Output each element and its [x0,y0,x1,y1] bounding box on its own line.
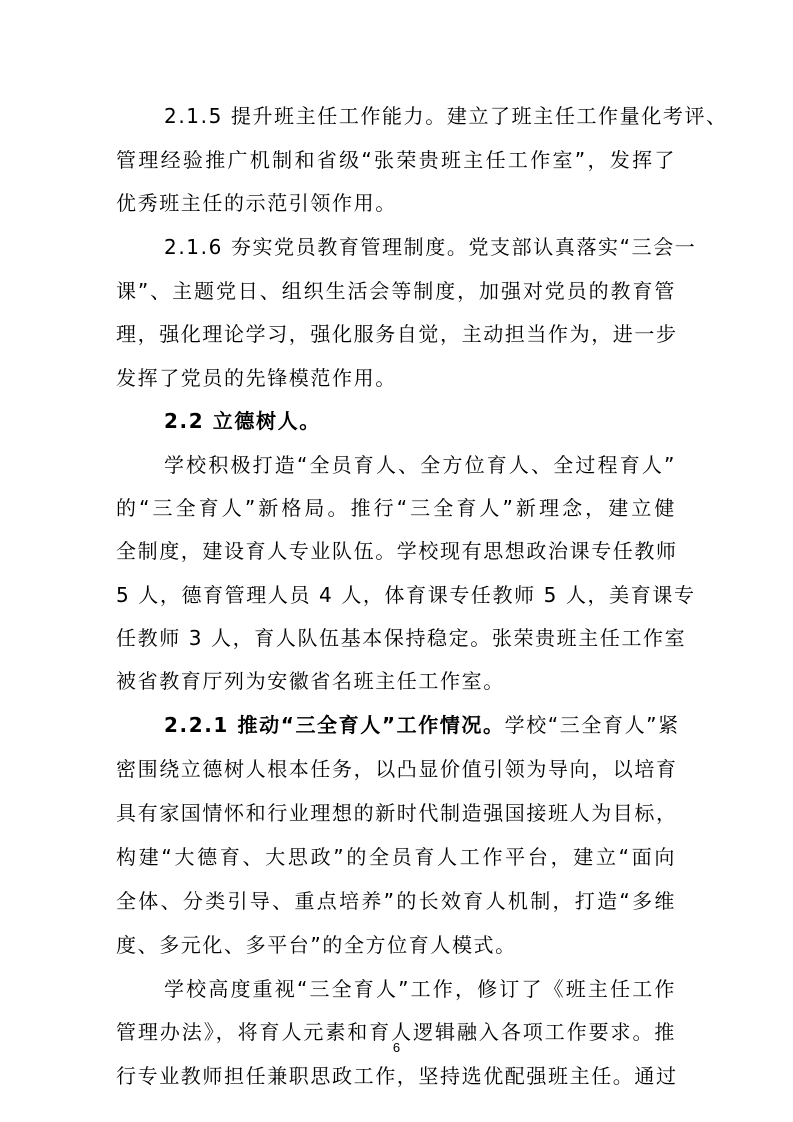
paragraph-2-2-line-2: 的“三全育人”新格局。推行“三全育人”新理念，建立健 [116,496,676,520]
paragraph-last-line-3: 行专业教师担任兼职思政工作，坚持选优配强班主任。通过 [116,1064,678,1088]
paragraph-2-2-line-6: 被省教育厅列为安徽省名班主任工作室。 [116,669,505,693]
paragraph-2-2-1-line-2: 密围绕立德树人根本任务，以凸显价值引领为导向，以培育 [116,757,678,781]
paragraph-2-2-line-5: 任教师 3 人，育人队伍基本保持稳定。张荣贵班主任工作室 [116,626,687,650]
paragraph-2-2-1-line-3: 具有家国情怀和行业理想的新时代制造强国接班人为目标， [116,801,678,825]
paragraph-2-1-5-line-3: 优秀班主任的示范引领作用。 [116,191,397,215]
paragraph-2-2-line-4: 5 人，德育管理人员 4 人，体育课专任教师 5 人，美育课专 [116,583,696,607]
paragraph-2-2-1-line-1 [164,713,680,737]
paragraph-last-line-1: 学校高度重视“三全育人”工作，修订了《班主任工作 [164,977,676,1001]
paragraph-2-2-line-1: 学校积极打造“全员育人、全方位育人、全过程育人” [164,453,676,477]
paragraph-2-1-6-line-4: 发挥了党员的先锋模范作用。 [116,366,397,390]
paragraph-2-1-5-line-1: 2.1.5 提升班主任工作能力。建立了班主任工作量化考评、 [164,104,728,128]
paragraph-2-2-1-lead: 学校“三全育人”紧 [504,713,680,737]
paragraph-2-2-line-3: 全制度，建设育人专业队伍。学校现有思想政治课专任教师 [116,539,678,563]
paragraph-2-2-1-line-4: 构建“大德育、大思政”的全员育人工作平台，建立“面向 [116,845,676,869]
page-number: 6 [392,1040,401,1055]
section-heading-2-2: 2.2 立德树人。 [164,409,321,433]
paragraph-last-line-2: 管理办法》，将育人元素和育人逻辑融入各项工作要求。推 [116,1020,676,1044]
paragraph-2-1-5-line-2: 管理经验推广机制和省级“张荣贵班主任工作室”，发挥了 [116,148,676,172]
subsection-heading-2-2-1: 2.2.1 推动“三全育人”工作情况。 [164,713,505,737]
paragraph-2-1-6-line-3: 理，强化理论学习，强化服务自觉，主动担当作为，进一步 [116,322,678,346]
paragraph-2-1-6-line-1: 2.1.6 夯实党员教育管理制度。党支部认真落实“三会一 [164,235,697,259]
paragraph-2-2-1-line-5: 全体、分类引导、重点培养”的长效育人机制，打造“多维 [116,889,676,913]
paragraph-2-1-6-line-2: 课”、主题党日、组织生活会等制度，加强对党员的教育管 [116,279,676,303]
paragraph-2-2-1-line-6: 度、多元化、多平台”的全方位育人模式。 [116,933,517,957]
